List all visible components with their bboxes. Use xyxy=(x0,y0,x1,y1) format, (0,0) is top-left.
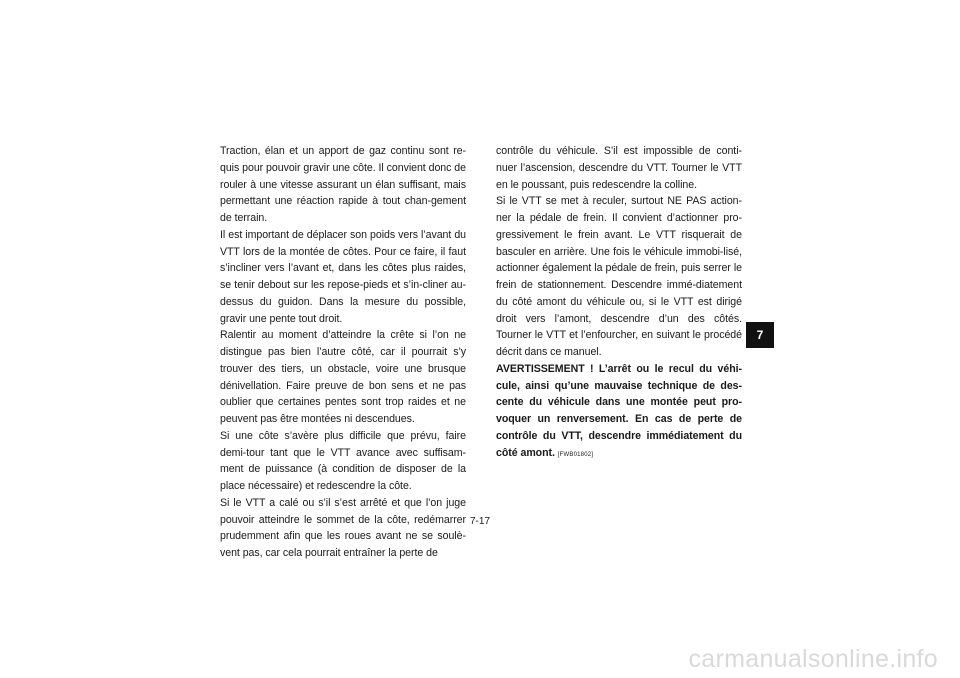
page-number: 7-17 xyxy=(469,516,490,527)
paragraph-rolling-back: Si le VTT se met à reculer, surtout NE PAS action-ner la pédale de frein. Il convient d’actionner pro-gressivement le frein avant. Le VTT risquerait de basculer en arrière. Une fois le véhicule immobi-lisé, actionner également la pédale de frein, puis serrer le frein de stationnement. Descendre immé-diatement du côté amont du véhicule ou, si le VTT est dirigé droit vers l’amont, descendre d’un des côtés. Tourner le VTT et l’enfourcher, en suivant le procédé décrit dans ce manuel. xyxy=(496,195,742,358)
warning-text: AVERTISSEMENT ! L’arrêt ou le recul du véhi-cule, ainsi qu’une mauvaise technique de des-cente du véhicule dans une montée peut pro-voquer un renversement. En cas de perte de contrôle du VTT, descendre immédiatement du côté amont. xyxy=(496,362,742,459)
paragraph-weight-shift: Il est important de déplacer son poids vers l’avant du VTT lors de la montée de côtes. Pour ce faire, il faut s’incliner vers l’avant et, dans les côtes plus raides, se tenir debout sur les repose-pieds et s’in-cliner au-dessus du guidon. Dans la mesure du possible, gravir une pente tout droit. xyxy=(220,228,466,325)
paragraph-stalled: Si le VTT a calé ou s’il s’est arrêté et que l’on juge pouvoir atteindre le sommet de la côte, redémarrer prudemment afin que les roues avant ne se soulè-vent pas, car cela pourrait entraîner la perte de xyxy=(220,496,466,559)
paragraph-turn-around: Si une côte s’avère plus difficile que prévu, faire demi-tour tant que le VTT avance avec suffisam-ment de puissance (à condition de disposer de la place nécessaire) et redescendre la côte. xyxy=(220,429,466,492)
paragraph-crest: Ralentir au moment d’atteindre la crête si l’on ne distingue pas bien l’autre côté, car il pourrait s’y trouver des tiers, un obstacle, voire une brusque dénivellation. Faire preuve de bon sens et ne pas oublier que certaines pentes sont trop raides et ne peuvent pas être montées ni descendues. xyxy=(220,329,466,425)
right-text-column xyxy=(496,143,742,463)
paragraph-traction: Traction, élan et un apport de gaz continu sont re-quis pour pouvoir gravir une côte. Il convient donc de rouler à une vitesse assurant un élan suffisant, mais permettant une réaction rapide à tout chan-gement de terrain. xyxy=(220,145,466,224)
paragraph-control-loss: contrôle du véhicule. S’il est impossible de conti-nuer l’ascension, descendre du VTT. Tourner le VTT en le poussant, puis redescendre la colline. xyxy=(496,145,742,191)
warning-code: [FWB01802] xyxy=(557,451,594,458)
chapter-tab: 7 xyxy=(746,322,774,348)
warning-block xyxy=(496,361,742,464)
left-text-column xyxy=(220,143,466,562)
watermark: carmanualsonline.info xyxy=(688,645,938,673)
